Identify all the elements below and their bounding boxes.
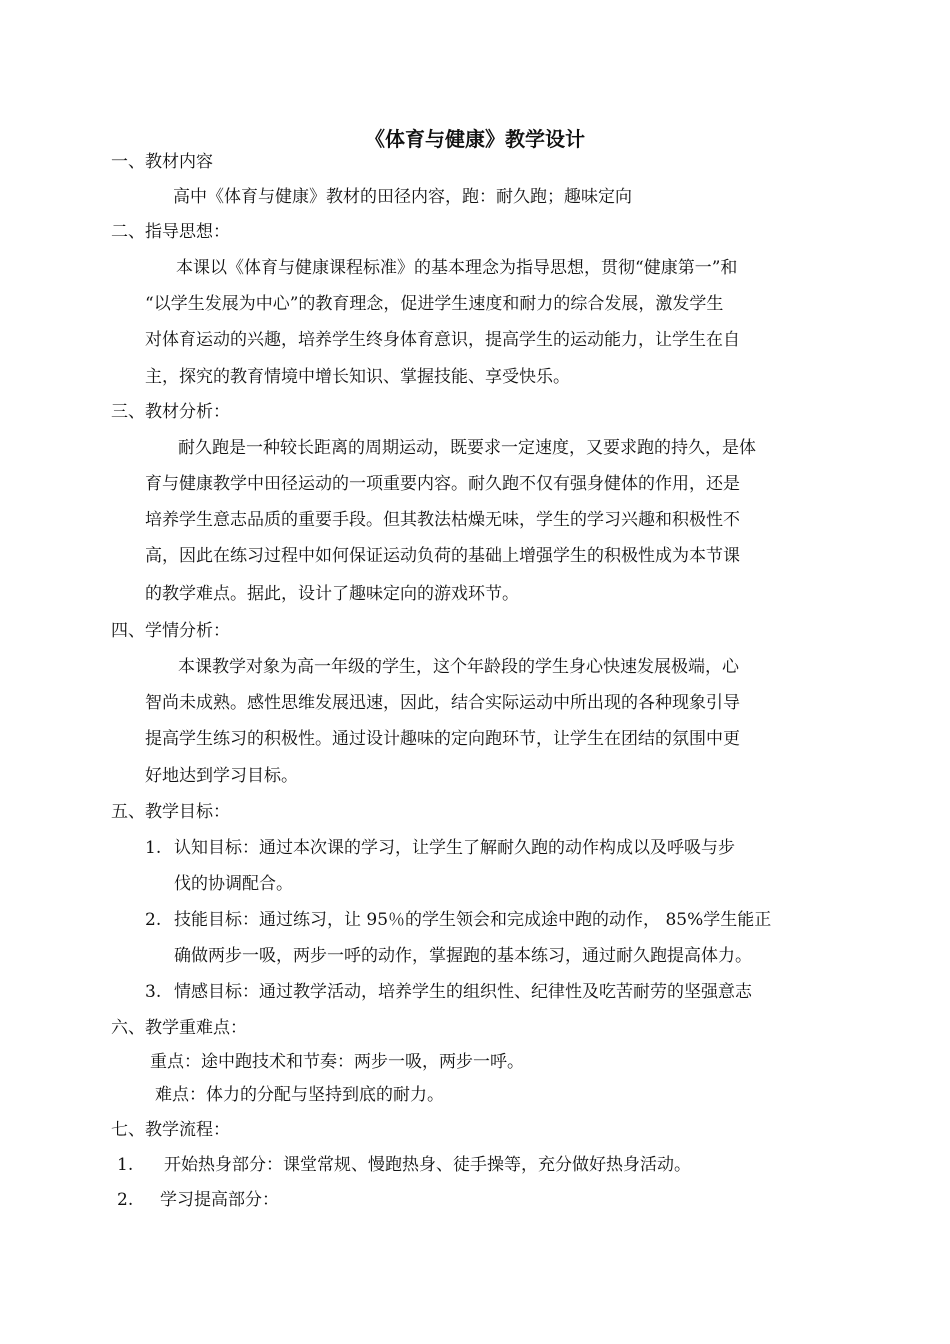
section-4-heading: 四、学情分析： [111,621,230,641]
goal-line: 确做两步一吸，两步一呼的动作，掌握跑的基本练习，通过耐久跑提高体力。 [174,946,752,966]
process-step-text: 开始热身部分：课堂常规、慢跑热身、徒手操等，充分做好热身活动。 [164,1155,691,1175]
process-step-text: 学习提高部分： [160,1190,279,1210]
section-6-heading: 六、教学重难点： [111,1018,247,1038]
section-1-heading: 一、教材内容 [111,152,213,172]
section-3-line: 培养学生意志品质的重要手段。但其教法枯燥无味，学生的学习兴趣和积极性不 [145,510,740,530]
section-5-heading: 五、教学目标： [111,802,230,822]
difficulty-text: 难点：体力的分配与坚持到底的耐力。 [155,1085,444,1105]
section-7-heading: 七、教学流程： [111,1120,230,1140]
section-2-line: 本课以《体育与健康课程标准》的基本理念为指导思想，贯彻“健康第一”和 [176,258,738,278]
section-4-line: 智尚未成熟。感性思维发展迅速，因此，结合实际运动中所出现的各种现象引导 [145,693,740,713]
section-3-line: 高，因此在练习过程中如何保证运动负荷的基础上增强学生的积极性成为本节课 [145,546,740,566]
section-3-line: 的教学难点。据此，设计了趣味定向的游戏环节。 [145,584,519,604]
section-2-line: 对体育运动的兴趣，培养学生终身体育意识，提高学生的运动能力，让学生在自 [145,330,740,350]
section-2-line: “以学生发展为中心”的教育理念，促进学生速度和耐力的综合发展，激发学生 [145,294,724,314]
section-3-line: 育与健康教学中田径运动的一项重要内容。耐久跑不仅有强身健体的作用，还是 [145,474,740,494]
section-2-line: 主，探究的教育情境中增长知识、掌握技能、享受快乐。 [145,367,570,387]
list-item-number: 1. [117,1155,134,1175]
list-item-number: 2. [117,1190,134,1210]
document-title: 《体育与健康》教学设计 [365,127,585,151]
section-3-line: 耐久跑是一种较长距离的周期运动，既要求一定速度，又要求跑的持久，是体 [178,438,756,458]
section-3-heading: 三、教材分析： [111,402,230,422]
list-item-number: 3. [145,982,162,1002]
list-item-number: 2. [145,910,162,930]
section-4-line: 好地达到学习目标。 [145,766,298,786]
goal-line: 情感目标：通过教学活动，培养学生的组织性、纪律性及吃苦耐劳的坚强意志 [174,982,752,1002]
section-4-line: 本课教学对象为高一年级的学生，这个年龄段的学生身心快速发展极端，心 [178,657,739,677]
section-2-heading: 二、指导思想： [111,222,230,242]
section-4-line: 提高学生练习的积极性。通过设计趣味的定向跑环节，让学生在团结的氛围中更 [145,729,740,749]
section-1-body: 高中《体育与健康》教材的田径内容，跑：耐久跑；趣味定向 [173,187,632,207]
list-item-number: 1. [145,838,162,858]
goal-line: 认知目标：通过本次课的学习，让学生了解耐久跑的动作构成以及呼吸与步 [174,838,735,858]
goal-line: 技能目标：通过练习，让 95％的学生领会和完成途中跑的动作， 85%学生能正 [174,910,772,930]
key-point-text: 重点：途中跑技术和节奏：两步一吸，两步一呼。 [150,1052,524,1072]
goal-line: 伐的协调配合。 [174,874,293,894]
